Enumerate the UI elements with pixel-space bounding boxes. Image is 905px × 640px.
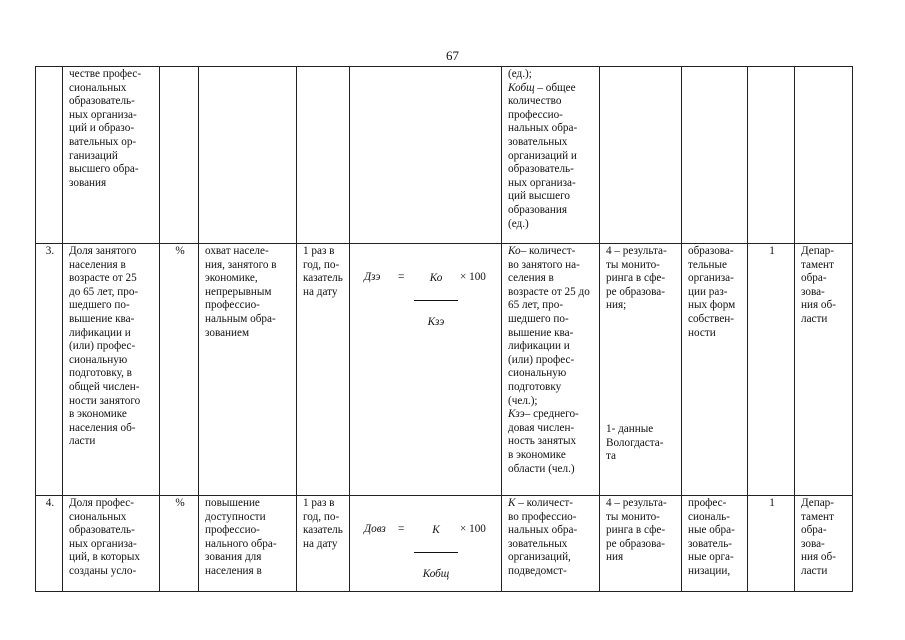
formula-lhs: Дзэ <box>364 270 381 283</box>
cell-period: 1 раз в год, по- казатель на дату <box>297 244 350 496</box>
cell-objects <box>682 67 748 244</box>
cell-unit: % <box>160 496 199 592</box>
cell-definition <box>199 67 297 244</box>
cell-objects: образова- тельные организа- ции раз- ных форм собствен- ности <box>682 244 748 496</box>
formula-multiplier: × 100 <box>460 522 486 535</box>
source-text: 1- данные Вологдаста- та <box>606 422 664 463</box>
fraction-bar <box>414 552 458 553</box>
legend-text: – общее количество профессио- нальных обра- зовательных организаций и образователь- ных организа- ций высшего образования (ед.) <box>508 81 578 230</box>
cell-method: 1 <box>748 496 795 592</box>
legend-text: (ед.); <box>508 68 532 80</box>
cell-formula <box>350 496 502 592</box>
cell-formula <box>350 244 502 496</box>
formula-denominator: Кобщ <box>422 567 450 580</box>
formula-denominator: Кзэ <box>427 315 445 328</box>
formula-fraction <box>414 259 458 344</box>
legend-var: Кзэ <box>508 408 525 421</box>
cell-formula <box>350 67 502 244</box>
table-row-continuation <box>36 67 853 244</box>
cell-method <box>748 67 795 244</box>
cell-responsible: Депар- тамент обра- зова- ния об- ласти <box>795 496 853 592</box>
cell-indicator-name: Доля занятого населения в возрасте от 25 до 65 лет, про- шедшего по- вышение ква- лификации и (или) профес- сиональную подготовку, в общей числен- ности занятого в экономике населения об- ласти <box>63 244 160 496</box>
cell-objects: профес- сиональ- ные обра- зователь- ные орга- низации, <box>682 496 748 592</box>
cell-num: 4. <box>36 496 63 592</box>
cell-method: 1 <box>748 244 795 496</box>
cell-source <box>600 67 682 244</box>
cell-legend <box>502 67 600 244</box>
formula-fraction <box>414 511 458 592</box>
cell-num: 3. <box>36 244 63 496</box>
legend-text: – среднего- довая числен- ность занятых в экономике области (чел.) <box>508 408 579 475</box>
cell-source: 4 – результа- ты монито- ринга в сфе- ре образова- ния <box>600 496 682 592</box>
cell-unit <box>160 67 199 244</box>
cell-source <box>600 244 682 496</box>
cell-num <box>36 67 63 244</box>
indicators-table <box>35 66 853 592</box>
formula-numerator: Ко <box>429 272 443 285</box>
formula-numerator: К <box>432 524 440 537</box>
cell-period <box>297 67 350 244</box>
legend-text: – количест- во занятого на- селения в возрасте от 25 до 65 лет, про- шедшего по- вышение ква- лификации и (или) профес- сиональную подготовку (чел.); <box>508 245 590 407</box>
cell-indicator-name: Доля профес- сиональных образователь- ных организа- ций, в которых созданы усло- <box>63 496 160 592</box>
formula-multiplier: × 100 <box>460 270 486 283</box>
legend-var: К <box>508 497 516 509</box>
cell-period: 1 раз в год, по- казатель на дату <box>297 496 350 592</box>
formula-equals: = <box>398 522 405 535</box>
cell-responsible <box>795 67 853 244</box>
table-row-3 <box>36 244 853 496</box>
cell-indicator-name: честве профес- сиональных образователь- ных организа- ций и образо- вательных ор- ганизаций высшего обра- зования <box>63 67 160 244</box>
cell-legend <box>502 244 600 496</box>
legend-var: Ко <box>508 245 521 257</box>
table-row-4 <box>36 496 853 592</box>
cell-definition: повышение доступности профессио- нального обра- зования для населения в <box>199 496 297 592</box>
cell-legend <box>502 496 600 592</box>
formula <box>356 511 497 580</box>
legend-text: – количест- во профессио- нальных обра- зовательных организаций, подведомст- <box>508 497 578 577</box>
fraction-bar <box>414 300 458 301</box>
legend-var: Кобщ <box>508 81 535 94</box>
formula-equals: = <box>398 270 405 283</box>
cell-responsible: Депар- тамент обра- зова- ния об- ласти <box>795 244 853 496</box>
cell-definition: охват населе- ния, занятого в экономике, непрерывным профессио- нальным обра- зованием <box>199 244 297 496</box>
source-text: 4 – результа- ты монито- ринга в сфе- ре образова- ния; <box>606 245 667 312</box>
cell-unit: % <box>160 244 199 496</box>
formula <box>356 259 497 328</box>
formula-lhs: Довз <box>364 522 386 535</box>
page-number: 67 <box>446 48 459 63</box>
